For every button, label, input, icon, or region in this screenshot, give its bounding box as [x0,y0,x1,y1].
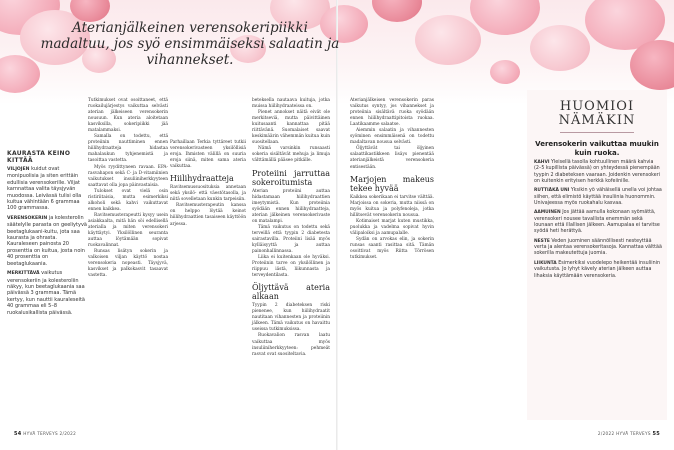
page-number: 55 [652,431,660,437]
body-paragraph: Parhaillaan Terkia tyttäreet tutkii verensokerivasteen yksilöllisiä eroja. Ihmisten välillä on suuria eroja siinä, miten sama ateria vaikuttaa. [170,140,246,170]
tips-panel-subtitle: Verensokerin vaikuttaa muukin kuin ruoka. [535,140,659,157]
publication-name: HYVÄ TERVEYS 2/2022 [23,431,77,436]
article-column-1 [88,98,168,279]
publication-name: 2/2022 HYVÄ TERVEYS [597,431,651,436]
divider [560,132,634,133]
sidebar-paragraph: VILJOJEN kuidut ovat monipuolisia ja siten erittäin edullisia verensokerille. Viljat karnnattaa valita täysjyvän muodossa. Leivässä tulisi olla kuitua vähintään 6 grammaa 100 grammassa. [7,166,82,212]
article-column-3 [350,98,434,261]
body-paragraph: Ravitsemussuosituksia annetaan sekä yksilö- että väestötasolla, ja niitä sovelletaan kunkin tarpeisiin. [170,185,246,203]
page-number: 54 [14,431,22,437]
section-subhead: Marjojen makeus tekee hyvää [350,174,434,193]
body-paragraph: Tämä vaikutus on todettu sekä terveillä että tyypin 2 diabetesta sairastavilla. Proteiini lisää myös kylläisyyttä ja auttaa painonhallinnassa. [252,224,330,254]
article-column-1b [170,140,246,228]
body-paragraph: Ravitsemusterapeutti kysyy usein asiakkaalta, mitä hän söi edellisellä aterialla ja miten verensokeri käyttäytyi. Yksilöllinen seuranta auttaa löytämään sopivat ruokavalinnat. [88,212,168,249]
list-item: KAHVI Yleisellä tasolla kohtuullinen määrä kahvia (2–5 kupillista päivässä) on yhteydessä pienempään tyypin 2 diabeteksen vaaraan. Joidenkin verensokeri on kuitenkin erityisen herkkä kofeiinille. [534,160,661,185]
tips-panel-title: HUOMIOI NÄMÄKIN [558,99,636,128]
fiber-sidebar [7,150,87,319]
body-paragraph: Öljyttävät tai öljyinen salaattikastikkeen lisäys pienentää aterianjälkeistä verensokeria entisestään. [350,146,434,170]
section-subhead: Öljyttävä ateria alkaan [252,283,330,302]
body-paragraph: Samalla on todettu, että proteiinin nauttiminen ennen hiilihydraatteja hidastaa mahalaukun tyhjenemistä ja tasoittaa vastetta. [88,134,168,164]
footer-right [598,431,660,437]
body-paragraph: Aterian proteiini auttaa hidastamaan hiilihydraattien imeytymistä. Kun proteiinia syödään ennen hiilihydraatteja, aterian jälkeinen verensokerivaste on matalampi. [252,188,330,224]
body-paragraph: Liika ei kuitenkaan ole hyväksi. Proteiinin tarve on yksilöllinen ja riippuu iästä, liikunnasta ja terveydentilasta. [252,255,330,279]
body-paragraph: Nämä varsinkin runsaasti sokeria sisältävät mehuja ja limuja välttämällä pääsee pitkälle. [252,146,330,164]
body-paragraph: Tulokset ovat vielä osin ristiriitaisia, mutta esimerkiksi alkoholi sekä kahvi vaikuttavat ennen kaikkea. [88,188,168,212]
article-column-2 [252,98,330,358]
section-subhead: Hiilihydraatteja [170,174,234,184]
body-paragraph: Tyypin 2 diabeteksen riski pienenee, kun hiilihydraatit nautitaan vihannesten ja proteiinin jälkeen. Tämä vaikutus on havaittu useissa tutkimuksissa. [252,303,330,333]
tips-list [534,160,662,283]
section-subhead: Proteiini jarruttaa sokeroitumista [252,168,330,187]
body-paragraph: Sydän on arvokas elin, ja sokerin runsas saanti rasittaa sitä. Tämän osoittivat myös Riitta Törrösen tutkimukset. [350,236,434,261]
body-paragraph: Ruokavalion rasvan laatu vaikuttaa myös insuliiniherkkyyteen: pehmeät rasvat ovat suositeltavia. [252,333,330,357]
sidebar-paragraph: MERKITTÄVÄ vaikutus verensokeriin ja kolesteroliin näkyy, kun beetaglukaania saa päivässä 3 grammaa. Tämä kertyy, kun nauttii kauraleseitä 40 grammaa eli 5–8 ruokalusikallista päivässä. [7,270,85,316]
body-paragraph: Myös ryydittyneen ravaan. EPA-rasvahapon sekä C- ja D-vitamiinien vaikutukset insuliiniherkkyyteen saattavat olla jopa päinvastaisia. [88,164,168,188]
body-paragraph: Aterianjälkeisen verensokerin paras vaikutus syntyy, jos vihannekset ja proteiinia sisältävä ruoka syödään ennen hiilihydraattipitoista ruokaa. Laatikaamme salaatse. [350,98,434,128]
body-paragraph: Aiemmin salaatin ja vihannesten syöminen ensimmäisenä on todettu madaltavan nousua selvästi. [350,128,434,146]
body-paragraph: Kaikkea sokerikaan ei tarvitse välttää. Marjoissa on sokeria, mutta niissä on myös kuitua ja polyfenoleja, jotka hillitsevät verensokerin nousua. [350,194,434,218]
list-item: LIIKUNTA Esimerkiksi vuodelepo heikentää insuliinin vaikutusta. Jo lyhyt kävely aterian jälkeen auttaa lihaksia käyttämään verensokeria. [534,260,661,279]
body-paragraph: Kotimaiset marjat kuten mustikka, puolukka ja vadelma sopivat hyvin välipaloiksi ja aamupalalle. [350,218,434,236]
sidebar-paragraph: VERENSOKERIN ja kolesterolin säätelylle parasta on geeliytyvä beetaglukaani-kuitu, jota saa kaurasta ja ohrasta. Kauraleseen painosta 20 prosenttia on kuitua, josta noin 40 prosenttia on beetaglukaania. [7,214,87,267]
list-item: RUTTIÄKÄ UNI Yksikin yö vähäisellä unella voi johtaa siihen, että elimistö käyttää insuliinia huonommin. Univajeessa myös ruokahalu kasvaa. [534,188,662,207]
body-paragraph: beteksella nautaava kuituja, jotka muissa hiilihydraateissa on. [252,98,330,110]
body-paragraph: Pienet annokset näitä eivät ole merkitseviä, mutta päivittäinen kuitusaanti kannattaa pitää riittävänä. Suomalaiset saavat keskimäärin vähemmän kuitua kuin suositellaan. [252,110,330,146]
article-headline: Aterianjälkeinen verensokeripiikki madaltuu, jos syö ensimmäiseksi salaatin ja vihannekset. [40,20,340,68]
footer-left [14,431,76,437]
list-item: NESTE Veden juominen säännöllisesti nesteyttää verta ja alentaa verensokeritasoja. Kannattaa välttää sokerilla makeutettuja juomia. [534,238,662,257]
sidebar-title: KAURASTA KEINO KITTÄÄ [7,150,71,164]
body-paragraph: Runsas lisätyn sokerin ja valkoisen viljan käyttö nostaa verensokeria nopeasti. Täysjyvä, kasvikset ja palkokasvit tasaavat vastetta. [88,249,168,279]
body-paragraph: Tutkimukset ovat osoittaneet, että ruokailujärjestys vaikuttaa selvästi aterian jälkeiseen verensokerin nousuun. Kun ateria aloitetaan kasviksilla, sokeripiikki jää matalammaksi. [88,98,168,134]
body-paragraph: Ravitsemusterapeutin kanssa on helppo löytää keinot hiilihydraattien tasaiseen käyttöön arjessa. [170,203,246,227]
list-item: AAMUINEN Jos jättää aamulla kokonaan syömättä, verensokeri nousee tavallista enemmän sekä lounaan että illallisen jälkeen. Aamupalaa ei tarvitse syödä heti herättyä. [534,210,660,235]
